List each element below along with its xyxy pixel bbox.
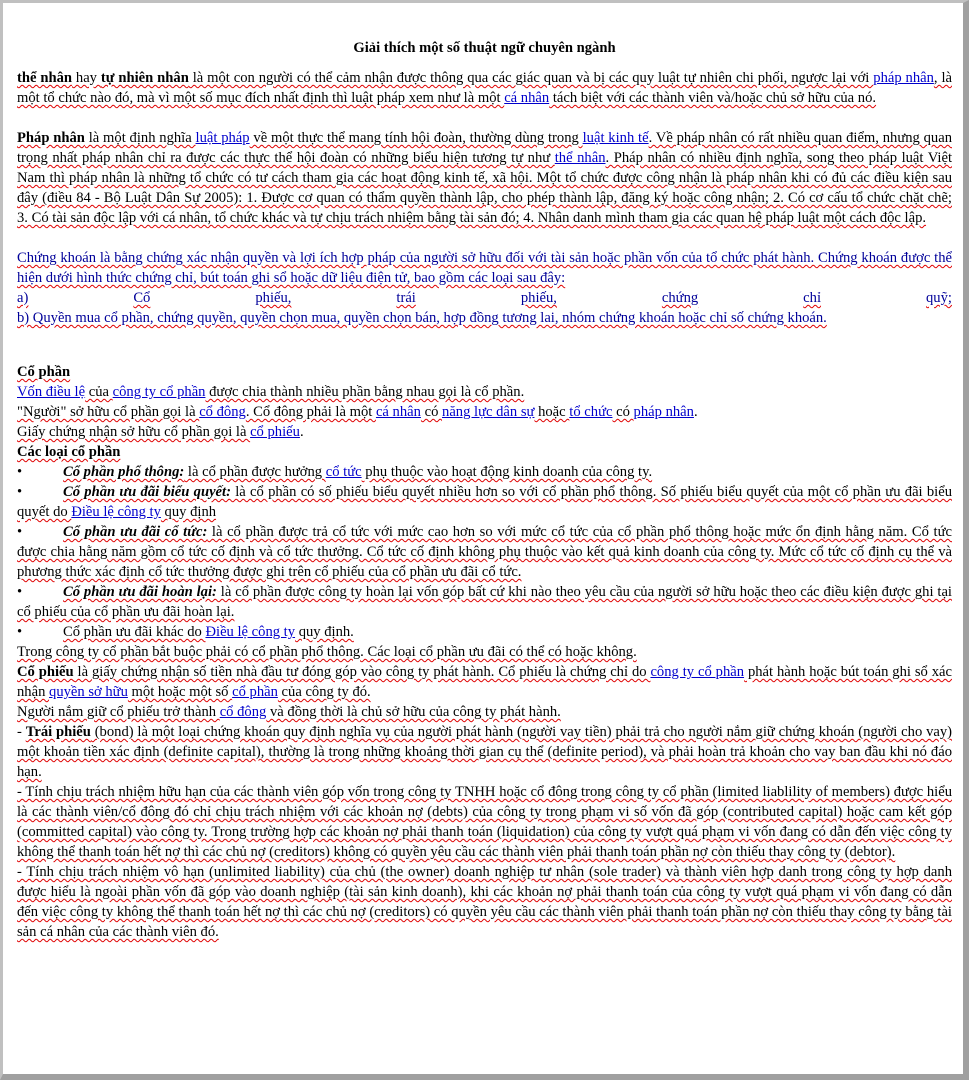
- paragraph-chung-khoan: Chứng khoán là bằng chứng xác nhận quyền và lợi ích hợp pháp của người sở hữu đối với tài sản hoặc phần vốn của tổ chức phát hành. Chứng khoán được thể hiện dưới hình thức chứng chỉ, bút toán ghi sổ hoặc dữ liệu điện tử, bao gồm các loại sau đây: a) Cổ phiếu, trái phiếu, chứng chỉ quỹ; b) Quyền mua cổ phần, chứng quyền, quyền chọn mua, quyền chọn bán, hợp đồng tương lai, nhóm chứng khoán hoặc chỉ số chứng khoán.: [17, 250, 952, 326]
- link-to-chuc[interactable]: tổ chức: [569, 404, 613, 420]
- bullet-icon: •: [17, 584, 23, 600]
- link-quyen-so-huu[interactable]: quyền sở hữu: [49, 684, 128, 700]
- paragraph-trach-nhiem-vo-han: - Tính chịu trách nhiệm vô hạn (unlimited liability) của chủ (the owner) doanh nghiệp tư nhân (sole trader) và thành viên hợp danh trong công ty hợp danh được hiểu là ngoài phần vốn đã góp vào doanh nghiệp (tài sản kinh doanh), khi các khoản nợ phải thanh toán của công ty vượt quá phạm vi vốn đang có dẫn đến việc công ty không thể thanh toán hết nợ thì các chủ nợ (creditors) có quyền yêu cầu các thành viên phải thanh toán phần nợ còn thiếu thay công ty bằng tài sản cá nhân của các thành viên đó.: [17, 864, 952, 940]
- section-heading: Cổ phần: [17, 364, 71, 380]
- document-page: [17, 38, 952, 942]
- paragraph-trach-nhiem-huu-han: - Tính chịu trách nhiệm hữu hạn của các thành viên góp vốn trong công ty TNHH hoặc cổ đông trong công ty cổ phần (limited liablility of members) được hiểu là các thành viên/cổ đông đó chỉ chịu trách nhiệm với các khoản nợ (debts) của công ty trong phạm vi số vốn đã góp (contributed capital) hoặc cam kết góp (committed capital) vào công ty. Trong trường hợp các khoản nợ phải thanh toán (liquidation) của công ty vượt quá phạm vi vốn đang có dẫn đến việc công ty không thể thanh toán hết nợ thì các chủ nợ (creditors) không có quyền yêu cầu các thành viên phải thanh toán phần nợ còn thiếu thay công ty (debtor).: [17, 784, 952, 860]
- link-dieu-le-cong-ty-2[interactable]: Điều lệ công ty: [205, 624, 296, 640]
- bullet-icon: •: [17, 484, 23, 500]
- section-co-phan: Cổ phần Vốn điều lệ của công ty cổ phần được chia thành nhiều phần bằng nhau gọi là cổ phần. "Người" sở hữu cổ phần gọi là cổ đông. Cổ đông phải là một cá nhân có năng lực dân sự hoặc tổ chức có pháp nhân. Giấy chứng nhận sở hữu cổ phần gọi là cổ phiếu.: [17, 364, 698, 440]
- section-co-phieu: Cổ phiếu là giấy chứng nhận số tiền nhà đầu tư đóng góp vào công ty phát hành. Cổ phiếu là chứng chỉ do công ty cổ phần phát hành hoặc bút toán ghi sổ xác nhận quyền sở hữu một hoặc một số cổ phần của công ty đó. Người nắm giữ cổ phiếu trở thành cổ đông và đồng thời là chủ sở hữu của công ty phát hành.: [17, 664, 952, 720]
- link-dieu-le-cong-ty[interactable]: Điều lệ công ty: [71, 504, 161, 520]
- list-item: • Cổ phần phổ thông: là cổ phần được hưởng cổ tức phụ thuộc vào hoạt động kinh doanh của công ty.: [17, 464, 653, 480]
- chung-khoan-item-b: b) Quyền mua cổ phần, chứng quyền, quyền chọn mua, quyền chọn bán, hợp đồng tương lai, nhóm chứng khoán hoặc chỉ số chứng khoán.: [17, 310, 827, 326]
- bullet-icon: •: [17, 464, 23, 480]
- link-phap-nhan-2[interactable]: pháp nhân: [633, 404, 694, 420]
- paragraph-trai-phieu: - Trái phiếu (bond) là một loại chứng khoán quy định nghĩa vụ của người phát hành (người vay tiền) phải trả cho người nắm giữ chứng khoán (người cho vay) một khoản tiền xác định (definite capital), thường là trong những khoảng thời gian cụ thể (definite period), và phải hoàn trả khoản cho vay ban đầu khi nó đáo hạn.: [17, 724, 952, 780]
- bullet-icon: •: [17, 524, 23, 540]
- link-luat-phap[interactable]: luật pháp: [195, 130, 250, 146]
- list-item: • Cổ phần ưu đãi biểu quyết: là cổ phần có số phiếu biểu quyết nhiều hơn so với cổ phần phổ thông. Số phiếu biểu quyết của một cổ phần ưu đãi biểu quyết do Điều lệ công ty quy định: [17, 484, 952, 520]
- link-co-phieu[interactable]: cổ phiếu: [250, 424, 300, 440]
- link-co-dong[interactable]: cổ đông: [199, 404, 246, 420]
- list-item: • Cổ phần ưu đãi cổ tức: là cổ phần được trả cổ tức với mức cao hơn so với mức cổ tức của cổ phần phổ thông hoặc mức ổn định hằng năm. Cổ tức được chia hằng năm gồm cổ tức cố định và cổ tức thưởng. Cổ tức cố định không phụ thuộc vào kết quả kinh doanh của công ty. Mức cổ tức cố định cụ thể và phương thức xác định cổ tức thưởng được ghi trên cổ phiếu của cổ phần ưu đãi cổ tức.: [17, 524, 952, 580]
- link-co-phan[interactable]: cổ phần: [232, 684, 278, 700]
- link-nang-luc-dan-su[interactable]: năng lực dân sự: [442, 404, 535, 420]
- link-co-tuc[interactable]: cổ tức: [325, 464, 362, 480]
- list-item: • Cổ phần ưu đãi khác do Điều lệ công ty quy định.: [17, 624, 354, 640]
- paragraph-phap-nhan: Pháp nhân là một định nghĩa luật pháp về một thực thể mang tính hội đoàn, thường dùng trong luật kinh tế. Về pháp nhân có rất nhiều quan điểm, nhưng quan trọng nhất pháp nhân chỉ ra được các thực thể hội đoàn có những biểu hiện tương tự như thể nhân. Pháp nhân có nhiều định nghĩa, song theo pháp luật Việt Nam thì pháp nhân là những tổ chức có tư cách tham gia các hoạt động kinh tế, xã hội. Một tổ chức được công nhận là pháp nhân khi có đủ các điều kiện sau đây (điều 84 - Bộ Luật Dân Sự 2005): 1. Được cơ quan có thẩm quyền thành lập, cho phép thành lập, đăng ký hoặc công nhận; 2. Có cơ cấu tổ chức chặt chẽ; 3. Có tài sản độc lập với cá nhân, tổ chức khác và tự chịu trách nhiệm bằng tài sản đó; 4. Nhân danh mình tham gia các quan hệ pháp luật một cách độc lập.: [17, 130, 952, 226]
- link-cong-ty-co-phan[interactable]: công ty cổ phần: [112, 384, 206, 400]
- paragraph-the-nhan: thể nhân hay tự nhiên nhân là một con người có thể cảm nhận được thông qua các giác quan và bị các quy luật tự nhiên chi phối, ngược lại với pháp nhân, là một tổ chức nào đó, mà vì một số mục đích nhất định thì luật pháp xem như là một cá nhân tách biệt với các thành viên và/hoặc chủ sở hữu của nó.: [17, 70, 952, 106]
- link-co-dong-2[interactable]: cổ đông: [219, 704, 267, 720]
- bullet-icon: •: [17, 624, 23, 640]
- chung-khoan-item-a: a) Cổ phiếu, trái phiếu, chứng chỉ quỹ;: [17, 290, 952, 306]
- link-the-nhan[interactable]: thể nhân: [554, 150, 606, 166]
- section-cac-loai-co-phan: Các loại cổ phần • Cổ phần phổ thông: là cổ phần được hưởng cổ tức phụ thuộc vào hoạt động kinh doanh của công ty. • Cổ phần ưu đãi biểu quyết: là cổ phần có số phiếu biểu quyết nhiều hơn so với cổ phần phổ thông. Số phiếu biểu quyết của một cổ phần ưu đãi biểu quyết do Điều lệ công ty quy định • Cổ phần ưu đãi cổ tức: là cổ phần được trả cổ tức với mức cao hơn so với mức cổ tức của cổ phần phổ thông hoặc mức ổn định hằng năm. Cổ tức được chia hằng năm gồm cổ tức cố định và cổ tức thưởng. Cổ tức cố định không phụ thuộc vào kết quả kinh doanh của công ty. Mức cổ tức cố định cụ thể và phương thức xác định cổ tức thưởng được ghi trên cổ phiếu của cổ phần ưu đãi cổ tức. • Cổ phần ưu đãi hoàn lại: là cổ phần được công ty hoàn lại vốn góp bất cứ khi nào theo yêu cầu của người sở hữu hoặc theo các điều kiện được ghi tại cổ phiếu của cổ phần ưu đãi hoàn lại. • Cổ phần ưu đãi khác do Điều lệ công ty quy định. Trong công ty cổ phần bắt buộc phải có cổ phần phổ thông. Các loại cổ phần ưu đãi có thể có hoặc không.: [17, 444, 952, 660]
- link-ca-nhan[interactable]: cá nhân: [504, 90, 550, 106]
- link-ca-nhan-2[interactable]: cá nhân: [375, 404, 421, 420]
- section-heading: Các loại cổ phần: [17, 444, 121, 460]
- link-phap-nhan[interactable]: pháp nhân: [873, 70, 934, 86]
- link-von-dieu-le[interactable]: Vốn điều lệ: [17, 384, 86, 400]
- link-cong-ty-co-phan-2[interactable]: công ty cổ phần: [650, 664, 745, 680]
- list-item: • Cổ phần ưu đãi hoàn lại: là cổ phần được công ty hoàn lại vốn góp bất cứ khi nào theo yêu cầu của người sở hữu hoặc theo các điều kiện được ghi tại cổ phiếu của cổ phần ưu đãi hoàn lại.: [17, 584, 952, 620]
- page-title: Giải thích một số thuật ngữ chuyên ngành: [353, 40, 616, 56]
- link-luat-kinh-te[interactable]: luật kinh tế: [582, 130, 649, 146]
